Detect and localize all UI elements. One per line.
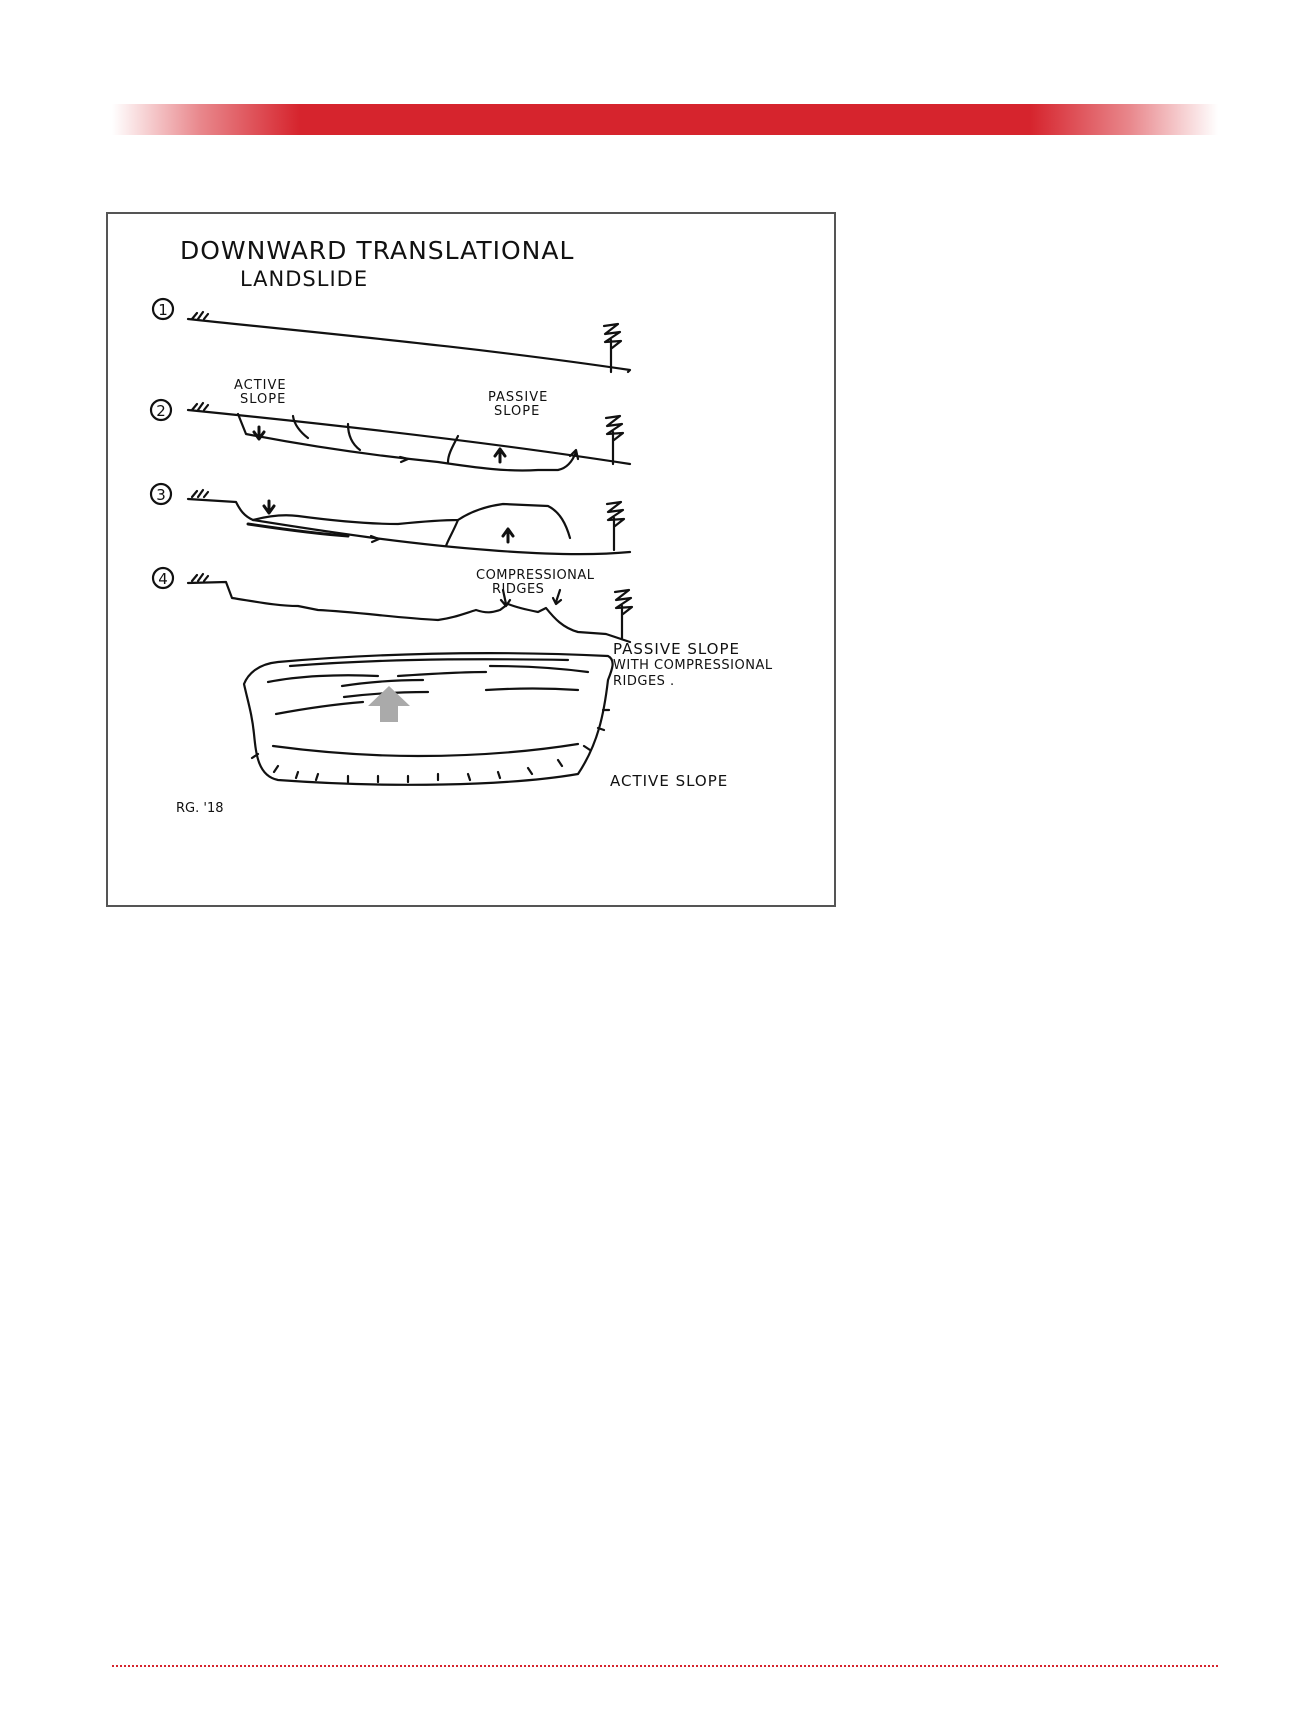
plan-active-slope-label: ACTIVE SLOPE: [610, 772, 729, 790]
artist-signature: RG. '18: [176, 801, 224, 816]
footer-dotted-rule: [112, 1665, 1218, 1667]
step-4-profile: [153, 568, 632, 642]
step-1-profile: [153, 299, 630, 372]
plan-label-line1: PASSIVE SLOPE: [613, 640, 740, 658]
diagram-title-line1: DOWNWARD TRANSLATIONAL: [180, 236, 575, 265]
plan-view-sketch: [244, 640, 773, 790]
active-slope-label-line1: ACTIVE: [234, 378, 287, 393]
tree-icon: [606, 416, 623, 464]
passive-slope-label-line1: PASSIVE: [488, 390, 549, 405]
step-4-label: 4: [158, 570, 168, 588]
header-accent-bar: [112, 104, 1218, 135]
step-2-label: 2: [156, 402, 166, 420]
plan-label-line3: RIDGES .: [613, 674, 675, 689]
active-slope-label-line2: SLOPE: [240, 392, 287, 407]
plan-label-line2: WITH COMPRESSIONAL: [613, 658, 773, 673]
tree-icon: [615, 590, 632, 638]
compressional-ridges-label-line2: RIDGES: [492, 582, 545, 597]
step-3-label: 3: [156, 486, 166, 504]
diagram-title-line2: LANDSLIDE: [240, 267, 369, 291]
tree-icon: [604, 324, 621, 372]
step-3-profile: [151, 484, 630, 554]
step-2-profile: [151, 378, 630, 471]
passive-slope-label-line2: SLOPE: [494, 404, 541, 419]
landslide-diagram-figure: [106, 212, 836, 907]
tree-icon: [607, 502, 624, 550]
compressional-ridges-label-line1: COMPRESSIONAL: [476, 568, 595, 583]
landslide-diagram: [108, 214, 834, 905]
step-1-label: 1: [158, 301, 168, 319]
